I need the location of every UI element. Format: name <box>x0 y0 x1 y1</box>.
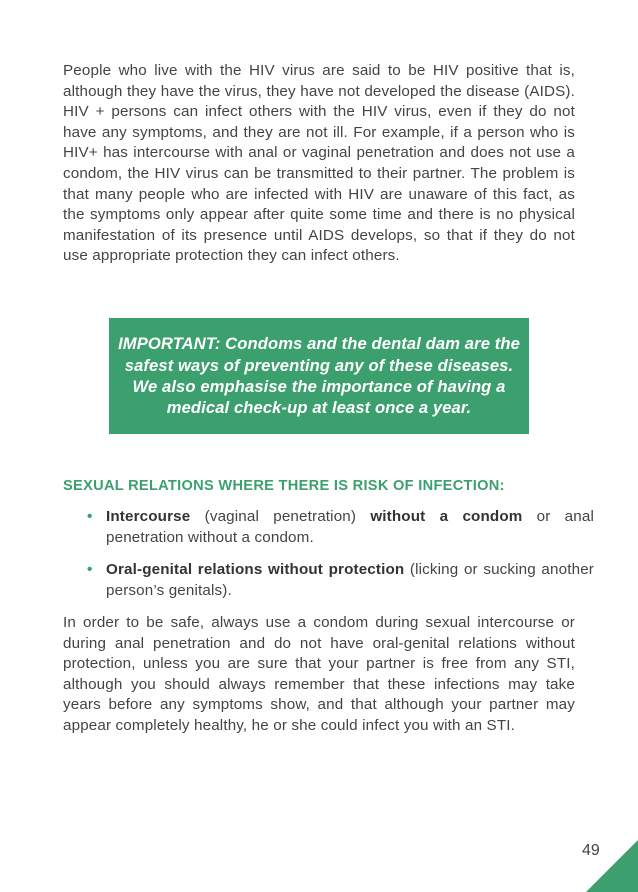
bullet-item-intercourse <box>87 507 594 548</box>
bullet-bold-term: Intercourse <box>106 508 191 525</box>
bullet-marker: • <box>87 508 93 525</box>
bullet-bold-term: Oral-genital relations without protection <box>106 561 405 578</box>
important-callout-text: IMPORTANT: Condoms and the dental dam are the safest ways of preventing any of these diseases. We also emphasise the importance of having a medical check-up at least once a year. <box>118 334 520 418</box>
closing-paragraph: In order to be safe, always use a condom during sexual intercourse or during anal penetration and do not have oral-genital relations without protection, unless you are sure that your partner is free from any STI, although you should always remember that these infections may take years before any symptoms show, and that although your partner may appear completely healthy, he or she could infect you with an STI. <box>63 614 575 734</box>
section-heading: SEXUAL RELATIONS WHERE THERE IS RISK OF INFECTION: <box>63 478 505 494</box>
important-callout-box <box>109 318 529 434</box>
bullet-text: (vaginal penetration) <box>190 508 371 525</box>
corner-triangle-decoration <box>586 840 638 892</box>
bullet-text: (licking or sucking another person’s genitals). <box>106 561 594 599</box>
bullet-marker: • <box>87 561 93 578</box>
intro-paragraph: People who live with the HIV virus are said to be HIV positive that is, although they have the virus, they have not developed the disease (AIDS). HIV + persons can infect others with the HIV virus, even if they do not have any symptoms, and they are not ill. For example, if a person who is HIV+ has intercourse with anal or vaginal penetration and does not use a condom, the HIV virus can be transmitted to their partner. The problem is that many people who are infected with HIV are unaware of this fact, as the symptoms only appear after quite some time and there is no physical manifestation of its presence until AIDS develops, so that if they do not use appropriate protection they can infect others. <box>63 62 575 265</box>
page-number: 49 <box>582 842 600 859</box>
bullet-bold-term: without a condom <box>370 508 523 525</box>
bullet-item-oral-genital <box>87 560 594 601</box>
bullet-text: or anal penetration without a condom. <box>106 508 594 546</box>
